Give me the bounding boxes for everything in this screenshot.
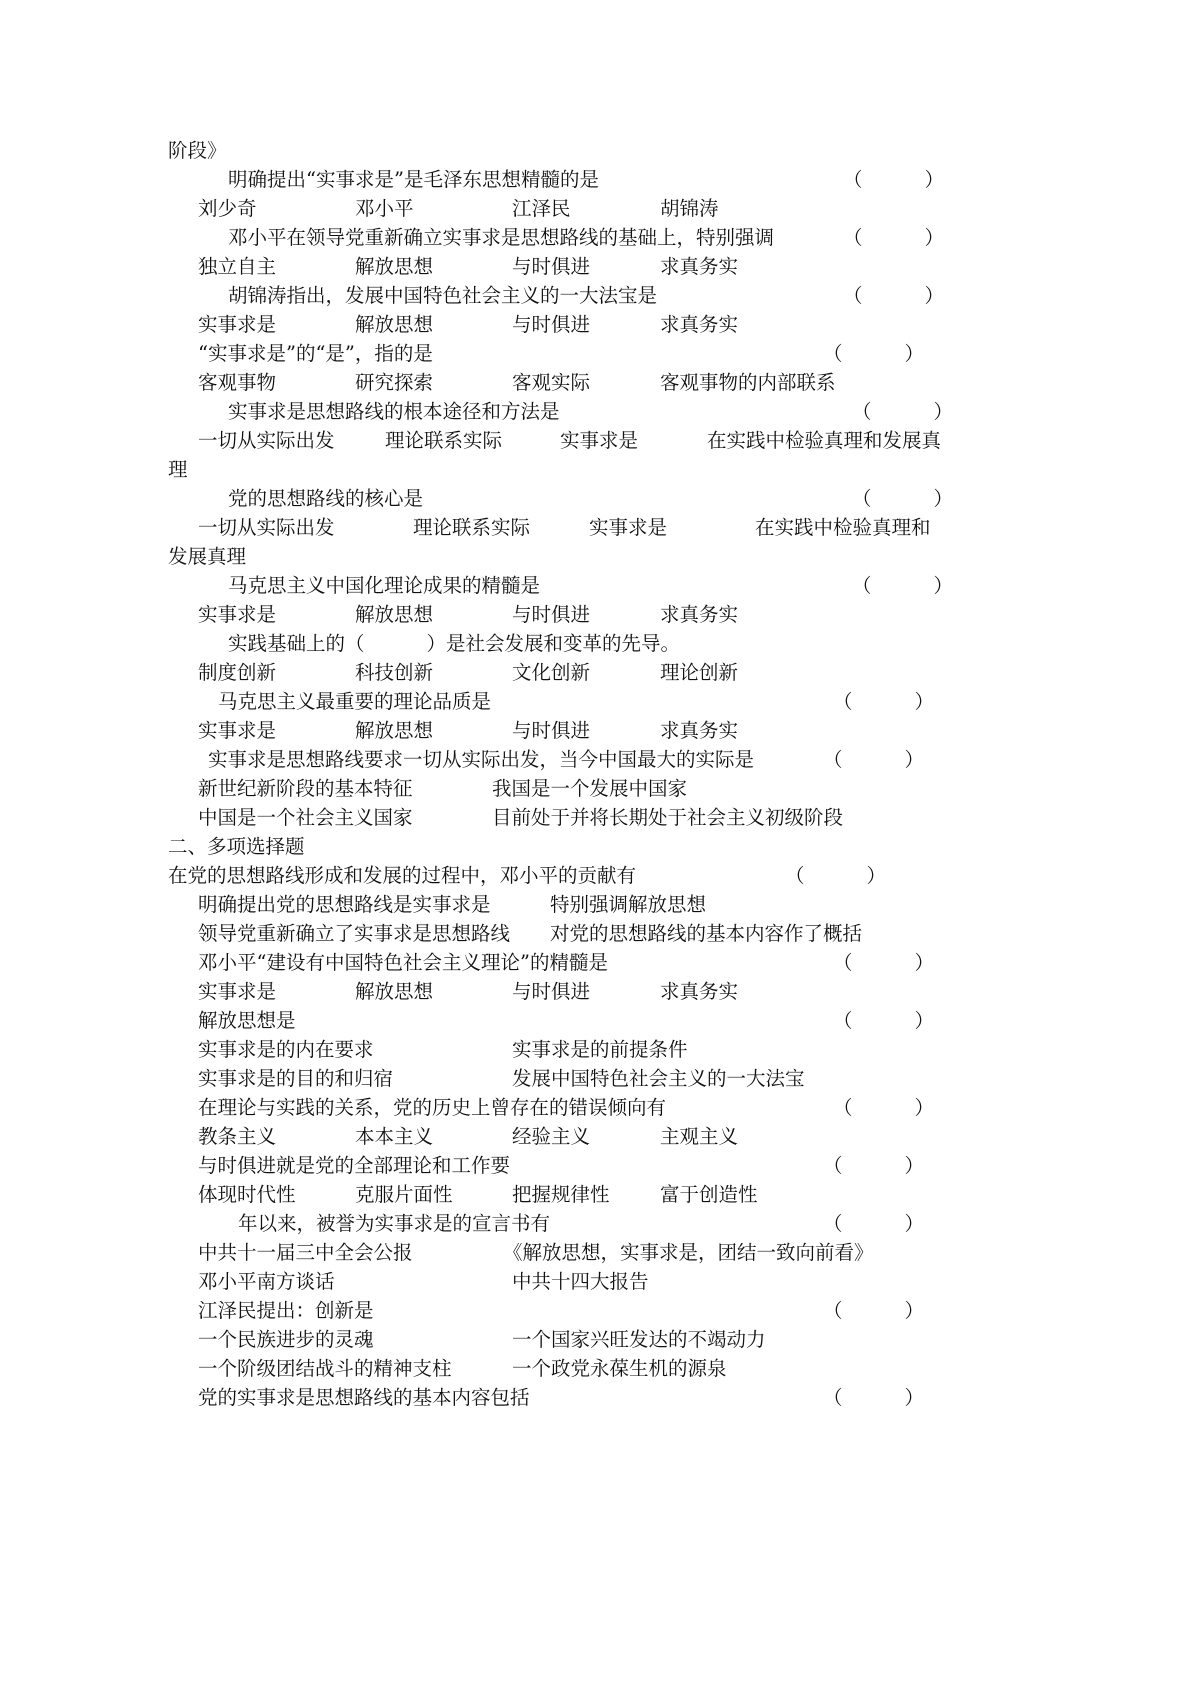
question-stem: 实事求是思想路线要求一切从实际出发，当今中国最大的实际是: [208, 748, 755, 771]
option-c: 领导党重新确立了实事求是思想路线: [198, 922, 511, 945]
question-stem-line: [0, 571, 1191, 600]
options-line: [0, 919, 1191, 948]
section-heading-line: [0, 832, 1191, 861]
answer-blank: （ ）: [843, 284, 944, 307]
answer-blank: （ ）: [823, 1212, 924, 1235]
option-c: 文化创新: [512, 661, 591, 684]
option-b: 《解放思想，实事求是，团结一致向前看》: [503, 1241, 874, 1264]
option-a: 体现时代性: [198, 1183, 296, 1206]
question-stem: 胡锦涛指出，发展中国特色社会主义的一大法宝是: [228, 284, 658, 307]
option-d: 目前处于并将长期处于社会主义初级阶段: [492, 806, 844, 829]
option-c: 客观实际: [512, 371, 591, 394]
option-d: 在实践中检验真理和发展真: [707, 429, 942, 452]
option-b: 理论联系实际: [413, 516, 531, 539]
option-c: 一个阶级团结战斗的精神支柱: [198, 1357, 452, 1380]
answer-blank: （ ）: [852, 487, 953, 510]
option-d-overflow: 发展真理: [168, 545, 247, 568]
answer-blank: （ ）: [852, 400, 953, 423]
answer-blank: （ ）: [823, 1386, 924, 1409]
question-stem-line: [0, 1383, 1191, 1412]
question-stem: 邓小平“建设有中国特色社会主义理论”的精髓是: [198, 951, 608, 974]
option-c: 江泽民: [512, 197, 571, 220]
answer-blank: （ ）: [833, 1096, 934, 1119]
option-b: 解放思想: [355, 980, 434, 1003]
option-a: 实事求是: [198, 719, 277, 742]
question-stem: “实事求是”的“是”，指的是: [198, 342, 433, 365]
options-line: [0, 368, 1191, 397]
question-stem-line: [0, 397, 1191, 426]
question-stem: 与时俱进就是党的全部理论和工作要: [198, 1154, 511, 1177]
option-c: 与时俱进: [512, 313, 591, 336]
option-a: 实事求是: [198, 980, 277, 1003]
options-line: [0, 513, 1191, 542]
option-c: 与时俱进: [512, 255, 591, 278]
option-b: 解放思想: [355, 719, 434, 742]
question-stem: 党的实事求是思想路线的基本内容包括: [198, 1386, 530, 1409]
options-line: [0, 1238, 1191, 1267]
option-a: 一切从实际出发: [198, 429, 335, 452]
option-a: 新世纪新阶段的基本特征: [198, 777, 413, 800]
option-b: 实事求是的前提条件: [512, 1038, 688, 1061]
question-stem: 党的思想路线的核心是: [228, 487, 424, 510]
option-c: 邓小平南方谈话: [198, 1270, 335, 1293]
options-line: [0, 194, 1191, 223]
question-stem: 明确提出“实事求是”是毛泽东思想精髓的是: [228, 168, 599, 191]
option-d: 求真务实: [660, 313, 739, 336]
question-stem-line: [0, 165, 1191, 194]
option-a: 制度创新: [198, 661, 277, 684]
options-line: [0, 1035, 1191, 1064]
question-stem-line: [0, 1151, 1191, 1180]
answer-blank: （ ）: [785, 864, 886, 887]
option-b: 科技创新: [355, 661, 434, 684]
question-stem-line: [0, 948, 1191, 977]
question-stem-line: [0, 484, 1191, 513]
option-b: 解放思想: [355, 313, 434, 336]
question-stem-line: [0, 339, 1191, 368]
options-line: [0, 1354, 1191, 1383]
options-line: [0, 1180, 1191, 1209]
question-stem-line: [0, 629, 1191, 658]
continuation-line: [0, 136, 1191, 165]
option-c: 与时俱进: [512, 603, 591, 626]
option-b: 研究探索: [355, 371, 434, 394]
option-b: 邓小平: [355, 197, 414, 220]
answer-blank: （ ）: [843, 226, 944, 249]
option-c: 把握规律性: [512, 1183, 610, 1206]
option-a: 刘少奇: [198, 197, 257, 220]
answer-blank: （ ）: [823, 748, 924, 771]
options-line: [0, 1325, 1191, 1354]
question-stem: 在党的思想路线形成和发展的过程中，邓小平的贡献有: [168, 864, 637, 887]
option-overflow-line: [0, 542, 1191, 571]
question-stem: 解放思想是: [198, 1009, 296, 1032]
options-line: [0, 310, 1191, 339]
option-b: 本本主义: [355, 1125, 434, 1148]
option-d: 理论创新: [660, 661, 739, 684]
option-b: 特别强调解放思想: [550, 893, 707, 916]
options-line: [0, 803, 1191, 832]
options-line: [0, 716, 1191, 745]
question-stem-line: [0, 1093, 1191, 1122]
option-c: 经验主义: [512, 1125, 591, 1148]
question-stem-line: [0, 861, 1191, 890]
option-d: 富于创造性: [660, 1183, 758, 1206]
option-d-overflow: 理: [168, 458, 188, 481]
option-b: 一个国家兴旺发达的不竭动力: [512, 1328, 766, 1351]
question-stem: 马克思主义中国化理论成果的精髓是: [228, 574, 541, 597]
question-stem-line: [0, 687, 1191, 716]
option-a: 中共十一届三中全会公报: [198, 1241, 413, 1264]
question-stem: 年以来，被誉为实事求是的宣言书有: [238, 1212, 551, 1235]
option-c: 与时俱进: [512, 719, 591, 742]
question-stem-line: [0, 745, 1191, 774]
option-c: 与时俱进: [512, 980, 591, 1003]
option-c: 实事求是的目的和归宿: [198, 1067, 394, 1090]
option-d: 对党的思想路线的基本内容作了概括: [550, 922, 863, 945]
options-line: [0, 977, 1191, 1006]
option-c: 实事求是: [560, 429, 639, 452]
option-b: 解放思想: [355, 255, 434, 278]
options-line: [0, 658, 1191, 687]
answer-blank: （ ）: [833, 1009, 934, 1032]
option-a: 一切从实际出发: [198, 516, 335, 539]
answer-blank: （ ）: [852, 574, 953, 597]
answer-blank: （ ）: [823, 342, 924, 365]
question-stem: 实事求是思想路线的根本途径和方法是: [228, 400, 560, 423]
option-d: 主观主义: [660, 1125, 739, 1148]
options-line: [0, 1122, 1191, 1151]
option-d: 求真务实: [660, 603, 739, 626]
question-stem: 马克思主义最重要的理论品质是: [218, 690, 492, 713]
option-a: 教条主义: [198, 1125, 277, 1148]
answer-blank: （ ）: [843, 168, 944, 191]
option-b: 克服片面性: [355, 1183, 453, 1206]
option-overflow-line: [0, 455, 1191, 484]
option-d: 在实践中检验真理和: [755, 516, 931, 539]
options-line: [0, 1267, 1191, 1296]
option-a: 一个民族进步的灵魂: [198, 1328, 374, 1351]
option-a: 客观事物: [198, 371, 277, 394]
option-d: 求真务实: [660, 980, 739, 1003]
question-stem-line: [0, 281, 1191, 310]
option-a: 实事求是的内在要求: [198, 1038, 374, 1061]
question-stem: 在理论与实践的关系，党的历史上曾存在的错误倾向有: [198, 1096, 667, 1119]
option-c: 实事求是: [589, 516, 668, 539]
answer-blank: （ ）: [823, 1299, 924, 1322]
question-stem: 邓小平在领导党重新确立实事求是思想路线的基础上，特别强调: [228, 226, 775, 249]
option-d: 求真务实: [660, 255, 739, 278]
option-b: 理论联系实际: [385, 429, 503, 452]
continuation-text: 阶段》: [168, 139, 227, 162]
option-d: 客观事物的内部联系: [660, 371, 836, 394]
option-b: 我国是一个发展中国家: [492, 777, 688, 800]
answer-blank: （ ）: [823, 1154, 924, 1177]
options-line: [0, 252, 1191, 281]
options-line: [0, 1064, 1191, 1093]
option-d: 胡锦涛: [660, 197, 719, 220]
option-d: 中共十四大报告: [512, 1270, 649, 1293]
options-line: [0, 426, 1191, 455]
options-line: [0, 890, 1191, 919]
options-line: [0, 600, 1191, 629]
option-a: 独立自主: [198, 255, 277, 278]
question-stem-line: [0, 1006, 1191, 1035]
option-b: 解放思想: [355, 603, 434, 626]
option-a: 实事求是: [198, 313, 277, 336]
option-d: 求真务实: [660, 719, 739, 742]
answer-blank: （ ）: [833, 951, 934, 974]
question-stem-line: [0, 1296, 1191, 1325]
option-d: 一个政党永葆生机的源泉: [512, 1357, 727, 1380]
options-line: [0, 774, 1191, 803]
option-d: 发展中国特色社会主义的一大法宝: [512, 1067, 805, 1090]
section-heading: 二、多项选择题: [168, 835, 305, 858]
option-a: 实事求是: [198, 603, 277, 626]
option-c: 中国是一个社会主义国家: [198, 806, 413, 829]
question-stem: 江泽民提出：创新是: [198, 1299, 374, 1322]
option-a: 明确提出党的思想路线是实事求是: [198, 893, 491, 916]
question-stem-line: [0, 1209, 1191, 1238]
question-stem: 实践基础上的（ ）是社会发展和变革的先导。: [228, 632, 680, 655]
answer-blank: （ ）: [833, 690, 934, 713]
question-stem-line: [0, 223, 1191, 252]
